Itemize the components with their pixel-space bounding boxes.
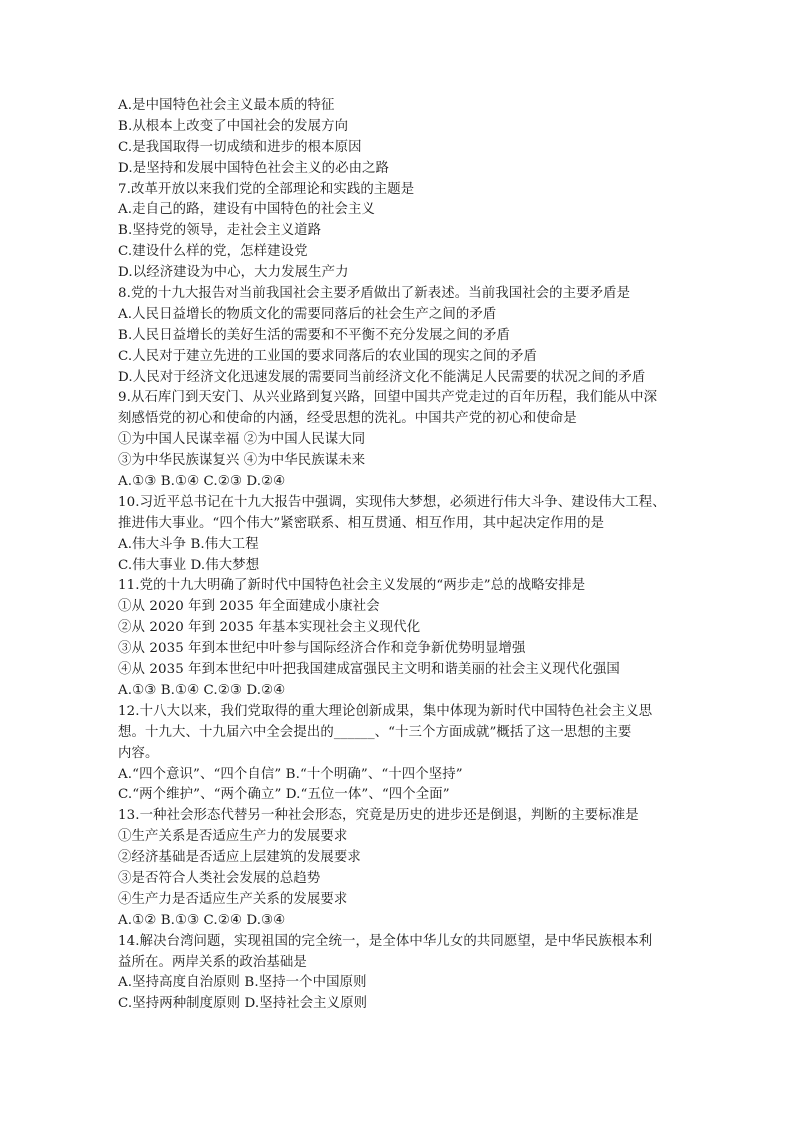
option-line: C.伟大事业 D.伟大梦想 xyxy=(118,557,260,573)
question-14: 14.解决台湾问题，实现祖国的完全统一，是全体中华儿女的共同愿望，是中华民族根本利 xyxy=(118,933,653,949)
option-line: B.人民日益增长的美好生活的需要和不平衡不充分发展之间的矛盾 xyxy=(118,327,511,343)
option-line: B.坚持党的领导，走社会主义道路 xyxy=(118,223,322,239)
option-line: C.人民对于建立先进的工业国的要求同落后的农业国的现实之间的矛盾 xyxy=(118,348,537,364)
question-10-continued: 推进伟大事业。“四个伟大”紧密联系、相互贯通、相互作用，其中起决定作用的是 xyxy=(118,515,605,531)
option-line: D.以经济建设为中心，大力发展生产力 xyxy=(118,265,349,281)
option-line: A.走自己的路，建设有中国特色的社会主义 xyxy=(118,202,375,218)
question-9-continued: 刻感悟党的初心和使命的内涵，经受思想的洗礼。中国共产党的初心和使命是 xyxy=(118,411,577,427)
question-13: 13.一种社会形态代替另一种社会形态，究竟是历史的进步还是倒退，判断的主要标准是 xyxy=(118,808,639,824)
statement-line: ②从 2020 年到 2035 年基本实现社会主义现代化 xyxy=(118,620,421,636)
document-page xyxy=(118,96,688,1015)
option-line: A.“四个意识”、“四个自信” B.“十个明确”、“十四个坚持” xyxy=(118,766,463,782)
statement-line: ①生产关系是否适应生产力的发展要求 xyxy=(118,829,348,845)
question-12: 12.十八大以来，我们党取得的重大理论创新成果，集中体现为新时代中国特色社会主义思 xyxy=(118,703,653,719)
statement-line: ④生产力是否适应生产关系的发展要求 xyxy=(118,891,348,907)
option-line: A.人民日益增长的物质文化的需要同落后的社会生产之间的矛盾 xyxy=(118,306,497,322)
question-10: 10.习近平总书记在十九大报告中强调，实现伟大梦想，必须进行伟大斗争、建设伟大工程、 xyxy=(118,494,666,510)
option-line: A.是中国特色社会主义最本质的特征 xyxy=(118,98,335,113)
option-line: C.是我国取得一切成绩和进步的根本原因 xyxy=(118,139,362,155)
question-7: 7.改革开放以来我们党的全部理论和实践的主题是 xyxy=(118,181,415,197)
question-11: 11.党的十九大明确了新时代中国特色社会主义发展的“两步走”总的战略安排是 xyxy=(118,578,586,594)
question-12-continued: 内容。 xyxy=(118,745,159,761)
statement-line: ④从 2035 年到本世纪中叶把我国建成富强民主文明和谐美丽的社会主义现代化强国 xyxy=(118,662,620,678)
option-line: D.人民对于经济文化迅速发展的需要同当前经济文化不能满足人民需要的状况之间的矛盾 xyxy=(118,369,646,385)
option-line: A.伟大斗争 B.伟大工程 xyxy=(118,536,259,552)
option-line: A.坚持高度自治原则 B.坚持一个中国原则 xyxy=(118,975,367,991)
option-line: C.坚持两种制度原则 D.坚持社会主义原则 xyxy=(118,996,368,1012)
question-14-continued: 益所在。两岸关系的政治基础是 xyxy=(118,954,307,970)
statement-line: ③从 2035 年到本世纪中叶参与国际经济合作和竞争新优势明显增强 xyxy=(118,641,526,657)
option-line: C.“两个维护”、“两个确立” D.“五位一体”、“四个全面” xyxy=(118,787,450,803)
option-line: B.从根本上改变了中国社会的发展方向 xyxy=(118,118,349,134)
question-12-continued: 想。十九大、十九届六中全会提出的______、“十三个方面成就”概括了这一思想的主要 xyxy=(118,724,632,740)
statement-line: ①为中国人民谋幸福 ②为中国人民谋大同 xyxy=(118,432,366,448)
statement-line: ①从 2020 年到 2035 年全面建成小康社会 xyxy=(118,599,380,615)
question-8: 8.党的十九大报告对当前我国社会主要矛盾做出了新表述。当前我国社会的主要矛盾是 xyxy=(118,286,631,302)
option-line: D.是坚持和发展中国特色社会主义的必由之路 xyxy=(118,160,390,176)
statement-line: ②经济基础是否适应上层建筑的发展要求 xyxy=(118,850,361,866)
question-9: 9.从石库门到天安门、从兴业路到复兴路，回望中国共产党走过的百年历程，我们能从中深 xyxy=(118,390,658,406)
option-line: A.①② B.①③ C.②④ D.③④ xyxy=(118,912,286,928)
option-line: A.①③ B.①④ C.②③ D.②④ xyxy=(118,682,286,698)
statement-line: ③为中华民族谋复兴 ④为中华民族谋未来 xyxy=(118,453,366,469)
option-line: C.建设什么样的党，怎样建设党 xyxy=(118,244,308,260)
option-line: A.①③ B.①④ C.②③ D.②④ xyxy=(118,474,286,490)
statement-line: ③是否符合人类社会发展的总趋势 xyxy=(118,870,321,886)
